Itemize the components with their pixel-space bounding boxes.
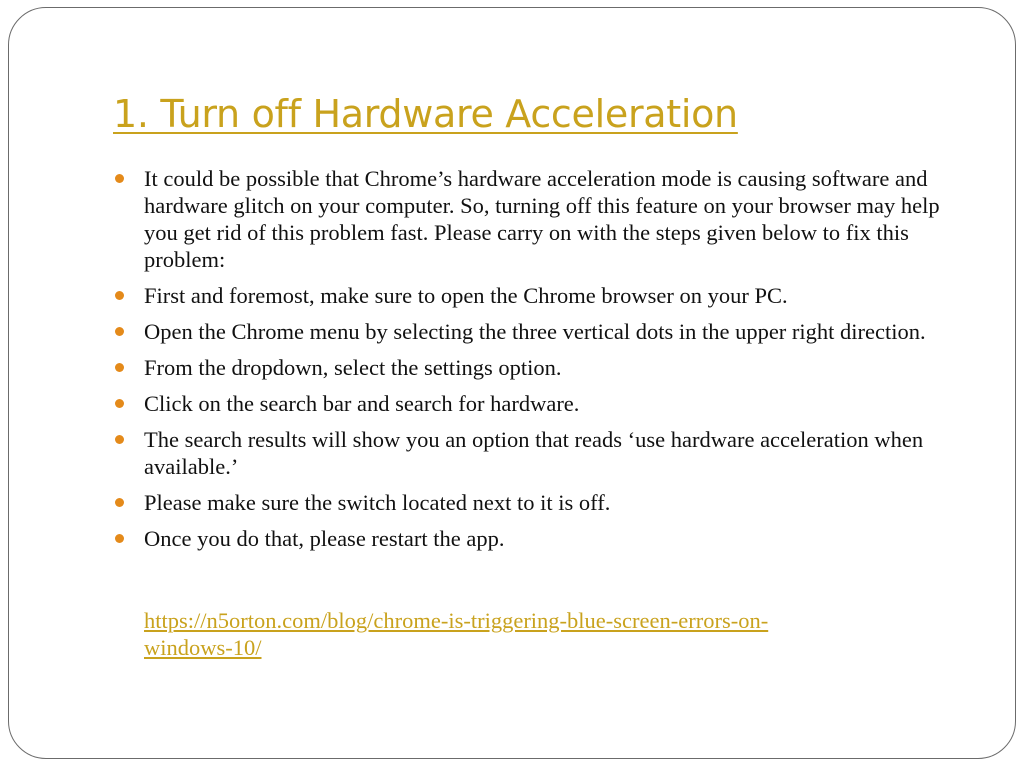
bullet-text: First and foremost, make sure to open the Chrome browser on your PC. <box>144 283 788 308</box>
bullet-icon <box>115 534 124 543</box>
bullet-icon <box>115 174 124 183</box>
bullet-text: It could be possible that Chrome’s hardware acceleration mode is causing software and hardware glitch on your computer. So, turning off this feature on your browser may help you get rid of this problem fast. Please carry on with the steps given below to fix this problem: <box>144 166 940 272</box>
bullet-text: Click on the search bar and search for hardware. <box>144 391 580 416</box>
bullet-list <box>113 165 973 561</box>
bullet-icon <box>115 363 124 372</box>
list-item <box>113 318 973 345</box>
list-item <box>113 282 973 309</box>
list-item <box>113 489 973 516</box>
bullet-icon <box>115 291 124 300</box>
bullet-text: Once you do that, please restart the app. <box>144 526 505 551</box>
bullet-text: The search results will show you an option that reads ‘use hardware acceleration when available.’ <box>144 427 924 479</box>
list-item <box>113 165 973 273</box>
source-link-block <box>144 607 924 661</box>
source-link-line-1: https://n5orton.com/blog/chrome-is-triggering-blue-screen-errors-on- <box>144 608 769 633</box>
bullet-text: Please make sure the switch located next to it is off. <box>144 490 611 515</box>
bullet-text: Open the Chrome menu by selecting the three vertical dots in the upper right direction. <box>144 319 926 344</box>
bullet-text: From the dropdown, select the settings option. <box>144 355 562 380</box>
bullet-icon <box>115 399 124 408</box>
source-link-line-2: windows-10/ <box>144 635 262 660</box>
bullet-icon <box>115 498 124 507</box>
list-item <box>113 354 973 381</box>
bullet-icon <box>115 435 124 444</box>
bullet-icon <box>115 327 124 336</box>
source-link[interactable] <box>144 608 768 660</box>
slide-title: 1. Turn off Hardware Acceleration <box>113 92 738 136</box>
list-item <box>113 390 973 417</box>
list-item <box>113 525 973 552</box>
list-item <box>113 426 973 480</box>
